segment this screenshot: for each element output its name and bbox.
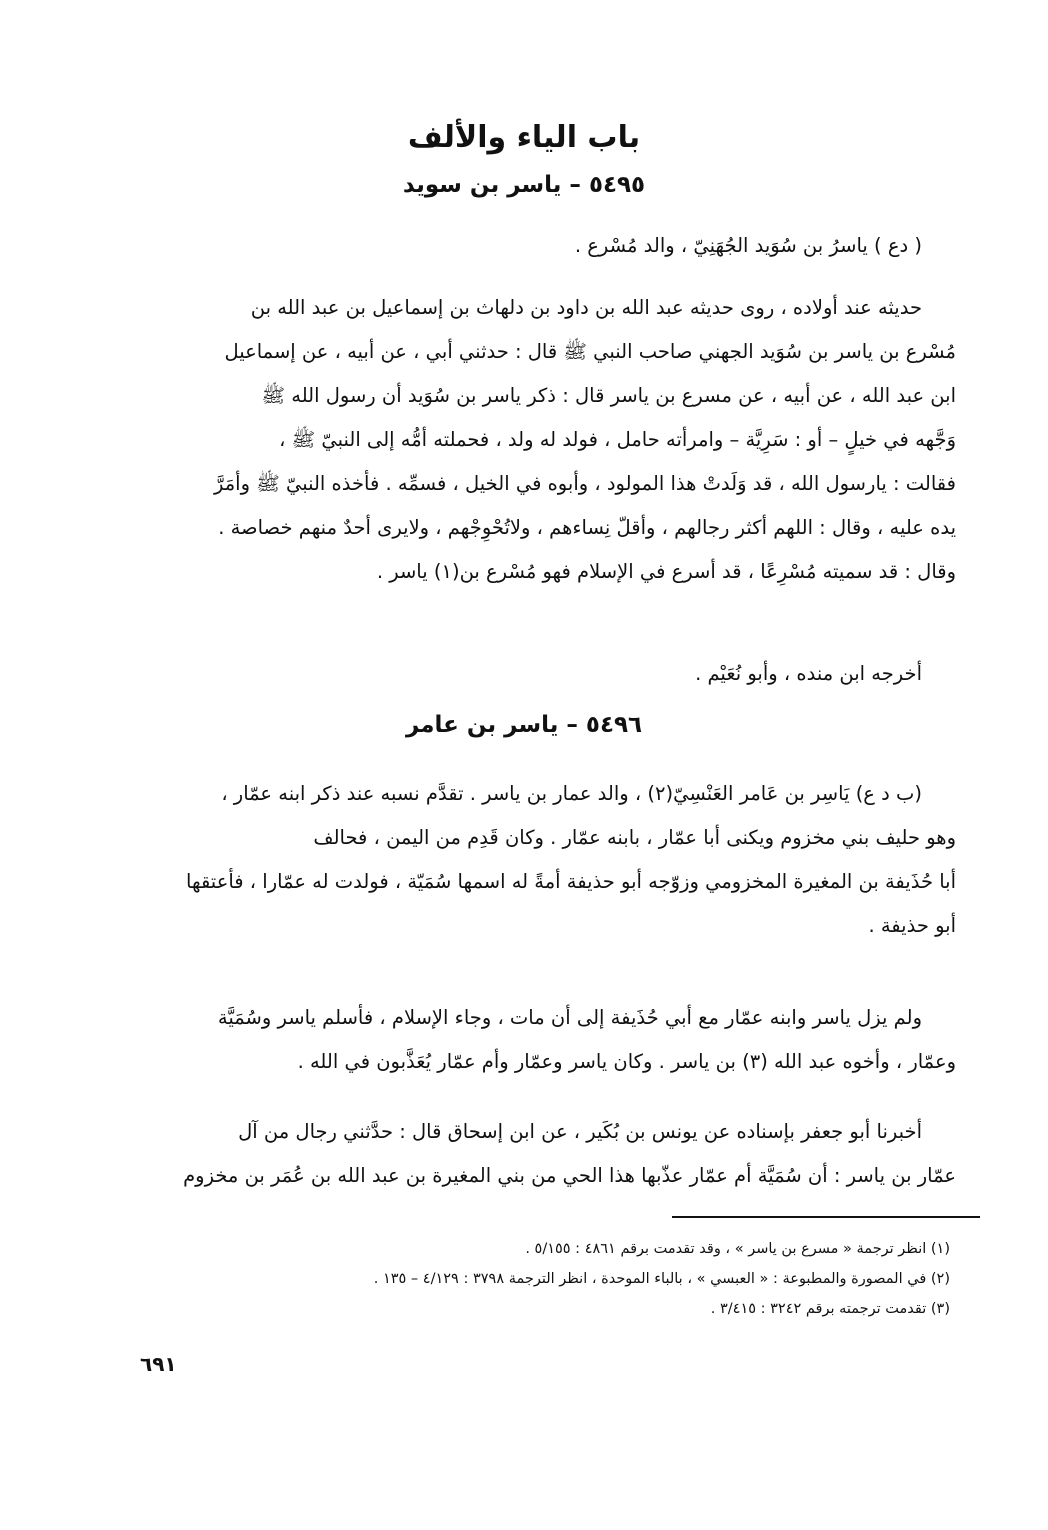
text-line: (ب د ع) يَاسِر بن عَامر العَنْسِيّ(٢) ، والد عمار بن ياسر . تقدَّم نسبه عند ذكر ابنه عمّار ،: [221, 782, 922, 805]
entry2-paragraph-3: [72, 1110, 956, 1198]
text-line: وعمّار ، وأخوه عبد الله (٣) بن ياسر . وكان ياسر وعمّار وأم عمّار يُعَذَّبون في الله .: [297, 1050, 956, 1073]
text-line: أخرجه ابن منده ، وأبو نُعَيْم .: [695, 662, 922, 685]
entry1-paragraph: [72, 286, 956, 594]
text-line: فقالت : يارسول الله ، قد وَلَدتْ هذا المولود ، وأبوه في الخيل ، فسمِّه . فأخذه النبيّ ﷺ وأمَرَّ: [213, 472, 956, 495]
text-line: ابن عبد الله ، عن أبيه ، عن مسرع بن ياسر قال : ذكر ياسر بن سُوَيد أن رسول الله ﷺ: [261, 384, 956, 407]
entry2-paragraph-2: [72, 996, 956, 1084]
text-line: عمّار بن ياسر : أن سُمَيَّة أم عمّار عذّبها هذا الحي من بني المغيرة بن عبد الله بن عُمَر بن مخزوم: [183, 1164, 956, 1187]
text-line: مُسْرع بن ياسر بن سُوَيد الجهني صاحب النبي ﷺ قال : حدثني أبي ، عن أبيه ، عن إسماعيل: [224, 340, 956, 363]
text-line: ( دع ) ياسرُ بن سُوَيد الجُهَنِيّ ، والد مُسْرع .: [574, 234, 922, 257]
chapter-title: باب الياء والألف: [407, 120, 641, 155]
entry-heading-5496: ٥٤٩٦ – ياسر بن عامر: [405, 712, 643, 738]
text-line: حديثه عند أولاده ، روى حديثه عبد الله بن داود بن دلهاث بن إسماعيل بن عبد الله بن: [250, 296, 922, 319]
footnote-2: (٢) في المصورة والمطبوعة : « العبسي » ، بالباء الموحدة ، انظر الترجمة ٣٧٩٨ : ٤/١٢٩ – ١٣٥ .: [373, 1271, 950, 1287]
text-line: أبا حُذَيفة بن المغيرة المخزومي وزوّجه أبو حذيفة أمةً له اسمها سُمَيّة ، فولدت له عمّارا ، فأعتقها: [186, 870, 956, 893]
entry1-source: [72, 652, 956, 696]
text-line: وَجَّهه في خيلٍ – أو : سَرِيَّة – وامرأته حامل ، فولد له ولد ، فحملته أمُّه إلى النبيّ ﷺ ،: [279, 428, 956, 451]
text-line: وقال : قد سميته مُسْرِعًا ، قد أسرع في الإسلام فهو مُسْرع بن(١) ياسر .: [376, 560, 956, 583]
footnote-3: (٣) تقدمت ترجمته برقم ٣٢٤٢ : ٣/٤١٥ .: [710, 1301, 950, 1317]
page-number: ٦٩١: [140, 1352, 177, 1376]
text-line: ولم يزل ياسر وابنه عمّار مع أبي حُذَيفة إلى أن مات ، وجاء الإسلام ، فأسلم ياسر وسُمَيَّة: [217, 1006, 922, 1029]
text-line: يده عليه ، وقال : اللهم أكثر رجالهم ، وأقلّ نِساءهم ، ولاتُحْوِجْهم ، ولايرى أحدٌ منهم خصاصة .: [218, 516, 956, 539]
entry-heading-5495: ٥٤٩٥ – ياسر بن سويد: [402, 172, 646, 198]
text-line: أبو حذيفة .: [868, 914, 956, 937]
entry2-paragraph-1: [72, 772, 956, 948]
text-line: أخبرنا أبو جعفر بإسناده عن يونس بن بُكَير ، عن ابن إسحاق قال : حدَّثني رجال من آل: [238, 1120, 922, 1143]
footnote-divider: [672, 1216, 980, 1218]
text-line: وهو حليف بني مخزوم ويكنى أبا عمّار ، بابنه عمّار . وكان قَدِم من اليمن ، فحالف: [313, 826, 956, 849]
footnote-1: (١) انظر ترجمة « مسرع بن ياسر » ، وقد تقدمت برقم ٤٨٦١ : ٥/١٥٥ .: [525, 1241, 950, 1257]
entry1-intro: [72, 224, 956, 268]
footnotes: [70, 1234, 950, 1324]
